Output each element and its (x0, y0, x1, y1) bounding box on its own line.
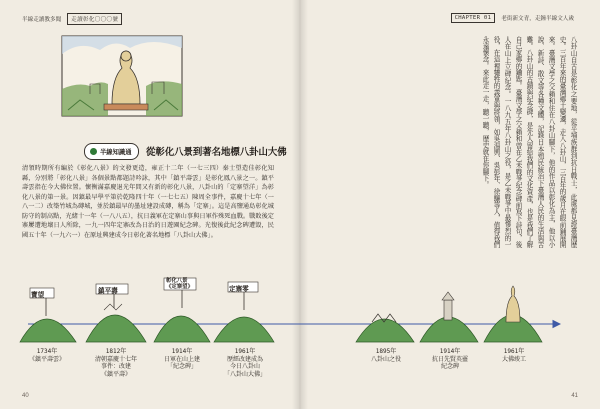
hill-5 (356, 314, 414, 342)
callout-tag (84, 143, 139, 160)
flag-label-4: 定寨零 (229, 285, 249, 293)
hill-7 (484, 286, 542, 342)
flag-label-2: 鎮平壽 (98, 287, 118, 295)
volume-label: 走讀彰化〇〇〇號 (67, 13, 122, 25)
eye-icon (90, 148, 97, 155)
timeline-note-7: 1961年 大佛竣工 (501, 348, 526, 363)
right-vertical-text: 八卦山自古是彰化之要地，從平埔族群到抗日戰士，此處都見證臺灣歷史。三百年來的臺灣鄉土變遷，走入八卦山，三百年的歲月在眼前鋪展開來。臺灣文學之父賴和住在八卦山腳下，他的作品以彰化為主，他以小說、新詩、散文等各種文體，記錄日本殖民統治下臺灣人民的生活與苦難。八卦山的古蹟與紀念碑，是先人留給我們的文化資產，也是我們了解自己家鄉的鑰匙。臺灣文學之父賴和曾在乙未戰爭紀念碑前寫下詩句，後人在山上立碑紀念。一八九五年八卦山之役，是乙未戰爭中最慘烈的一役，在這裡犧牲的義軍與將領，如吳湯興、吳彭年、徐驤等人，值得我們永遠懷念。來此走一走，聽一聽，歷史就在你腳下。 (481, 36, 577, 248)
section-heading: 從彰化八景到著名地標八卦山大佛 (146, 146, 287, 157)
left-running-header (22, 13, 122, 25)
timeline-note-3: 1914年 日軍在山上建 「紀念碑」 (163, 348, 200, 370)
hill-1 (20, 288, 76, 342)
timeline-note-1: 1734年 《鎮平壽雲》 (28, 348, 65, 363)
chapter-label: CHAPTER 01 (451, 13, 496, 23)
timeline-note-5: 1895年 八卦山之役 (370, 348, 401, 363)
timeline-note-4: 1961年 歷經改建成為 今日八卦山 「八卦山大佛」 (223, 348, 266, 378)
left-body-text: 清領時期所有編於《彰化八景》的文發更造，雍正十二年（一七三四）秦士望造佳彰化知縣，分別將「彰化八景」各個景點都題詩吟詠，其中「鎮平壽雲」是彰化鳳八景之一。鎮平壽雲指在今大佛位置。懷衡滿嘉慶退光年間又有新的彰化八景，八卦山的「定寨望洋」為彰化八景的第一景。因鎮最早學平第於乾隆四十年（一七七五）陳周全事件，嘉慶十七年（一八一二）改築竹城為磚城，並於鎮最早的墨址建設成磚，稱為「定寨」。這是高鹽通島彰化城防守的制高點，光緒十一年（一八八五），抗日義軍在定寨山事與日軍作殊死血戰。戰敗後定寨屢遭地壞日人所除，一九一四年定寨改為日治的日遊園紀念碑。光復後此紀念碑遭毀，民國五十年（一九六一）在原址興建成今日彰化著名地標「八卦山大佛」。 (22, 165, 274, 239)
flag-label-3: 彰化八景 《定寨望》 (166, 278, 193, 290)
knowledge-callout (84, 143, 287, 160)
series-title: 半線走讀教多聞 (22, 17, 62, 23)
flag-label-1: 寶望 (31, 291, 45, 299)
right-running-header (451, 13, 574, 23)
left-page-number: 40 (22, 393, 29, 399)
chapter-title: 老街新文青，走鐘半線文人歲 (501, 16, 574, 22)
hill-6 (420, 292, 478, 342)
timeline-note-6: 1914年 抗日先賢英靈 紀念碑 (431, 348, 468, 370)
timeline (0, 256, 600, 396)
buddha-sketch (60, 34, 184, 118)
right-page-number: 41 (571, 393, 578, 399)
callout-tag-label: 半線知識通 (100, 149, 132, 156)
timeline-note-2: 1812年 清朝嘉慶十七年 事件：改建 《鎮平壽》 (94, 348, 137, 378)
